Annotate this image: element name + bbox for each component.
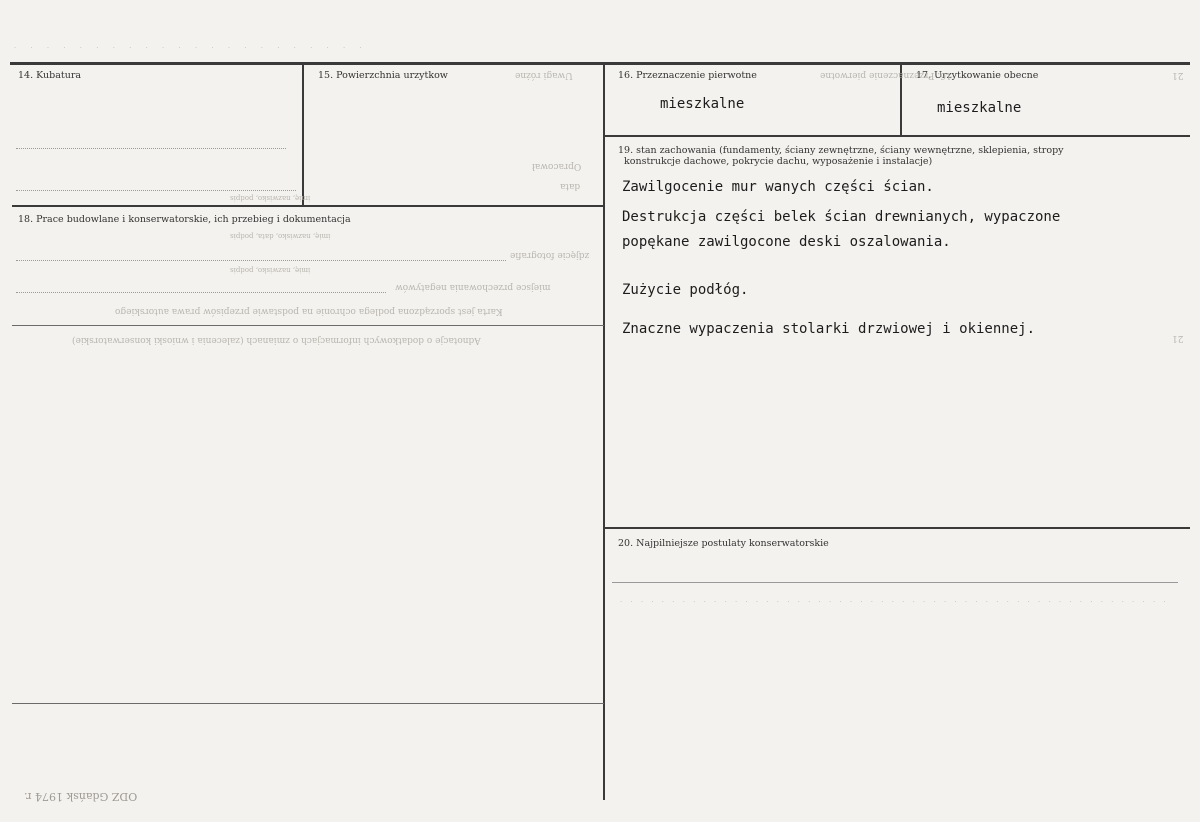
printer-mark: ODZ Gdańsk 1974 r.: [24, 790, 138, 803]
field-18-label: 18. Prace budowlane i konserwatorskie, ich przebieg i dokumentacja: [18, 214, 351, 225]
section20-underline: [612, 582, 1178, 583]
line-below-16-17: [605, 135, 1190, 137]
field-14-label: 14. Kubatura: [18, 70, 82, 81]
header-faint-marks: · · · · · · · · · · · · · · · · · · · · · ·: [14, 44, 368, 52]
field-16-value: mieszkalne: [660, 96, 745, 112]
bleed-miejsce-przechowania: miejsce przechowania negatywów: [395, 282, 551, 292]
field-19-line-2: Destrukcja części belek ścian drewnianych, wypaczone: [622, 209, 1061, 225]
section20-faint-row: · · · · · · · · · · · · · · · · · · · · · · · · · · · · · · · · · · · · · · · · · · · · · · · · · · · · ·: [620, 598, 1169, 606]
field-19-line-1: Zawilgocenie mur wanych części ścian.: [622, 179, 934, 195]
bleed-adnotacje-line: Adnotacje o dodatkowych informacjach o zmianach (zalecenia i wnioski konserwatorskie): [72, 335, 481, 345]
bleed-imie-nazwisko-podpis: imię, nazwisko, podpis: [230, 194, 311, 202]
field-19-line-4: Zużycie podłóg.: [622, 282, 749, 298]
dotted-line: [16, 260, 506, 261]
bleed-przeznaczenie: 16. Przeznaczenie pierwotne: [820, 70, 952, 80]
bleed-data: data: [560, 181, 581, 191]
field-20-label: 20. Najpilniejsze postulaty konserwatorskie: [618, 538, 829, 549]
dotted-line: [16, 148, 286, 149]
field-16-label: 16. Przeznaczenie pierwotne: [618, 70, 757, 81]
bleed-number-21: 21: [1172, 70, 1184, 80]
field-17-label: 17. Urzytkowanie obecne: [916, 70, 1039, 81]
bleed-karta-line: Karta jest sporządzona podlega ochronie na podstawie przepisów prawa autorskiego: [115, 306, 503, 316]
field-19-label-line2: konstrukcje dachowe, pokrycie dachu, wyposażenie i instalacje): [624, 156, 933, 167]
left-lower-line: [12, 703, 604, 704]
bleed-imie-nazwisko-data-podpis: imię, nazwisko, data, podpis: [230, 232, 331, 240]
field-19-line-5: Znaczne wypaczenia stolarki drzwiowej i okiennej.: [622, 321, 1036, 337]
field-19-label-line1: 19. stan zachowania (fundamenty, ściany zewnętrzne, ściany wewnętrzne, sklepienia, stropy: [618, 145, 1064, 156]
bleed-number-22: 21: [1172, 333, 1184, 343]
bleed-zdjecia: zdjęcie fotografie: [510, 250, 590, 260]
center-fold-line: [603, 62, 605, 800]
line-above-20: [605, 527, 1190, 529]
line-below-14-15: [12, 205, 604, 207]
field-15-label: 15. Powierzchnia urzytkow: [318, 70, 448, 81]
bleed-imie-nazwisko-podpis-2: imię, nazwisko, podpis: [230, 266, 311, 274]
field-19-line-3: popękane zawilgocone deski oszalowania.: [622, 234, 951, 250]
dotted-line: [16, 190, 296, 191]
top-border-line: [10, 62, 1190, 65]
divider-14-15: [302, 64, 304, 206]
field-17-value: mieszkalne: [937, 100, 1022, 116]
bleed-uwagi: Uwagi różne: [515, 70, 573, 80]
line-below-section18-upper: [12, 325, 604, 326]
dotted-line: [16, 292, 386, 293]
bleed-opracowal: Opracował: [532, 161, 582, 171]
